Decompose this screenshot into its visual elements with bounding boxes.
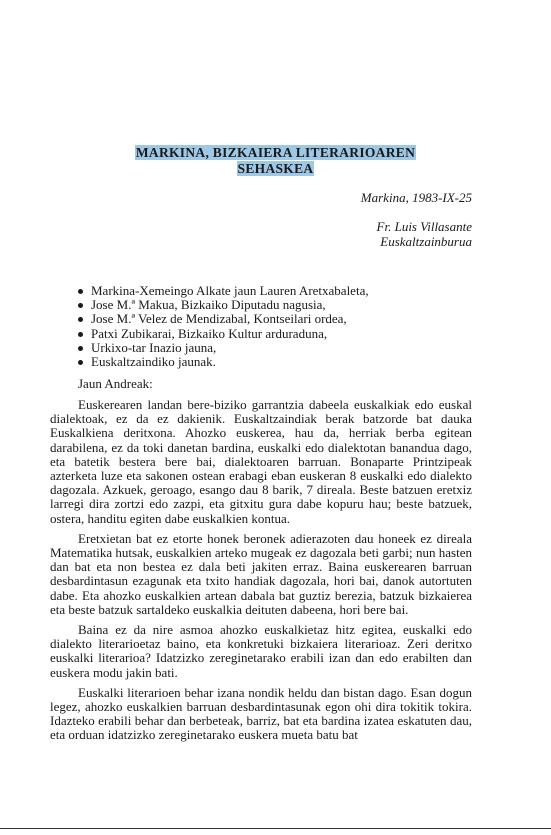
title-line-2: SEHASKEA bbox=[237, 161, 314, 176]
greeting: Jaun Andreak: bbox=[78, 376, 153, 391]
recipient-list bbox=[78, 284, 369, 369]
body-text bbox=[50, 398, 472, 749]
author-name: Fr. Luis Villasante bbox=[376, 219, 472, 234]
date-line: Markina, 1983-IX-25 bbox=[360, 190, 472, 205]
list-item: Urkixo-tar Inazio jauna, bbox=[78, 341, 369, 355]
paragraph: Euskerearen landan bere-biziko garrantzia dabeela euskalkiak edo euskal dialektoak, ez da ez dakienik. Euskaltzaindiak berak batzorde bat dauka Euskalkiena deritxona. Ahozko euskerea, hau da, herriak berba egitean darabilena, ez da toki danetan bardina, euskalki edo dialektotan banandua dago, eta batetik bestera bere bai, dialektoaren barruan. Bonaparte Printzipeak azterketa luze eta sakonen ostean erabagi eban euskeran 8 euskalki edo dialekto dagozala. Azkuek, geroago, esango dau 8 barik, 7 direala. Beste batzuen eretxiz larregi dira zortzi edo zazpi, eta gitxitu gura dabe kopuru hau; beste batzuek, ostera, handitu egiten dabe euskalkien kontua. bbox=[50, 397, 472, 526]
author-role: Euskaltzainburua bbox=[380, 234, 472, 249]
page-bottom-rule bbox=[0, 828, 551, 829]
author-block bbox=[377, 219, 472, 249]
paragraph: Euskalki literarioen behar izana nondik heldu dan bistan dago. Esan dogun legez, ahozko euskalkien barruan desbardintasunak egon ohi dira tokitik tokira. Idazteko erabili behar dan berbeteak, barriz, bat eta bardina izatea eskatuten dau, eta orduan idatzizko zereginetarako euskera mueta batu bat bbox=[50, 684, 472, 743]
list-item: Jose M.ª Makua, Bizkaiko Diputadu nagusia, bbox=[78, 298, 369, 312]
title-line-1: MARKINA, BIZKAIERA LITERARIOAREN bbox=[135, 145, 416, 160]
list-item: Euskaltzaindiko jaunak. bbox=[78, 355, 369, 369]
paragraph: Baina ez da nire asmoa ahozko euskalkietaz hitz egitea, euskalki edo dialekto literarioetaz baino, eta konkretuki bizkaiera literarioaz. Zeri deritxo euskalki literarioa? Idatzizko zereginetarako erabili izan dan edo erabilten dan euskera modu jakin bati. bbox=[50, 622, 472, 680]
list-item: Patxi Zubikarai, Bizkaiko Kultur arduraduna, bbox=[78, 327, 369, 341]
list-item: Jose M.ª Velez de Mendizabal, Kontseilari ordea, bbox=[78, 312, 369, 326]
paragraph: Eretxietan bat ez etorte honek beronek adierazoten dau honeek ez direala Matematika hutsak, euskalkien arteko mugeak ez dagozala beti garbi; nun hasten dan bat eta non bestea ez dala beti jakiten erraz. Baina euskerearen barruan desbardintasun ezagunak eta txito handiak dagozala, hori bai, danok autortuten dabe. Eta ahozko euskalkien artean dabala bat guztiz berezia, batzuk bizkaierea eta beste batzuk sartaldeko euskalkia deituten dabeena, hori bere bai. bbox=[50, 530, 472, 617]
list-item: Markina-Xemeingo Alkate jaun Lauren Aretxabaleta, bbox=[78, 284, 369, 298]
